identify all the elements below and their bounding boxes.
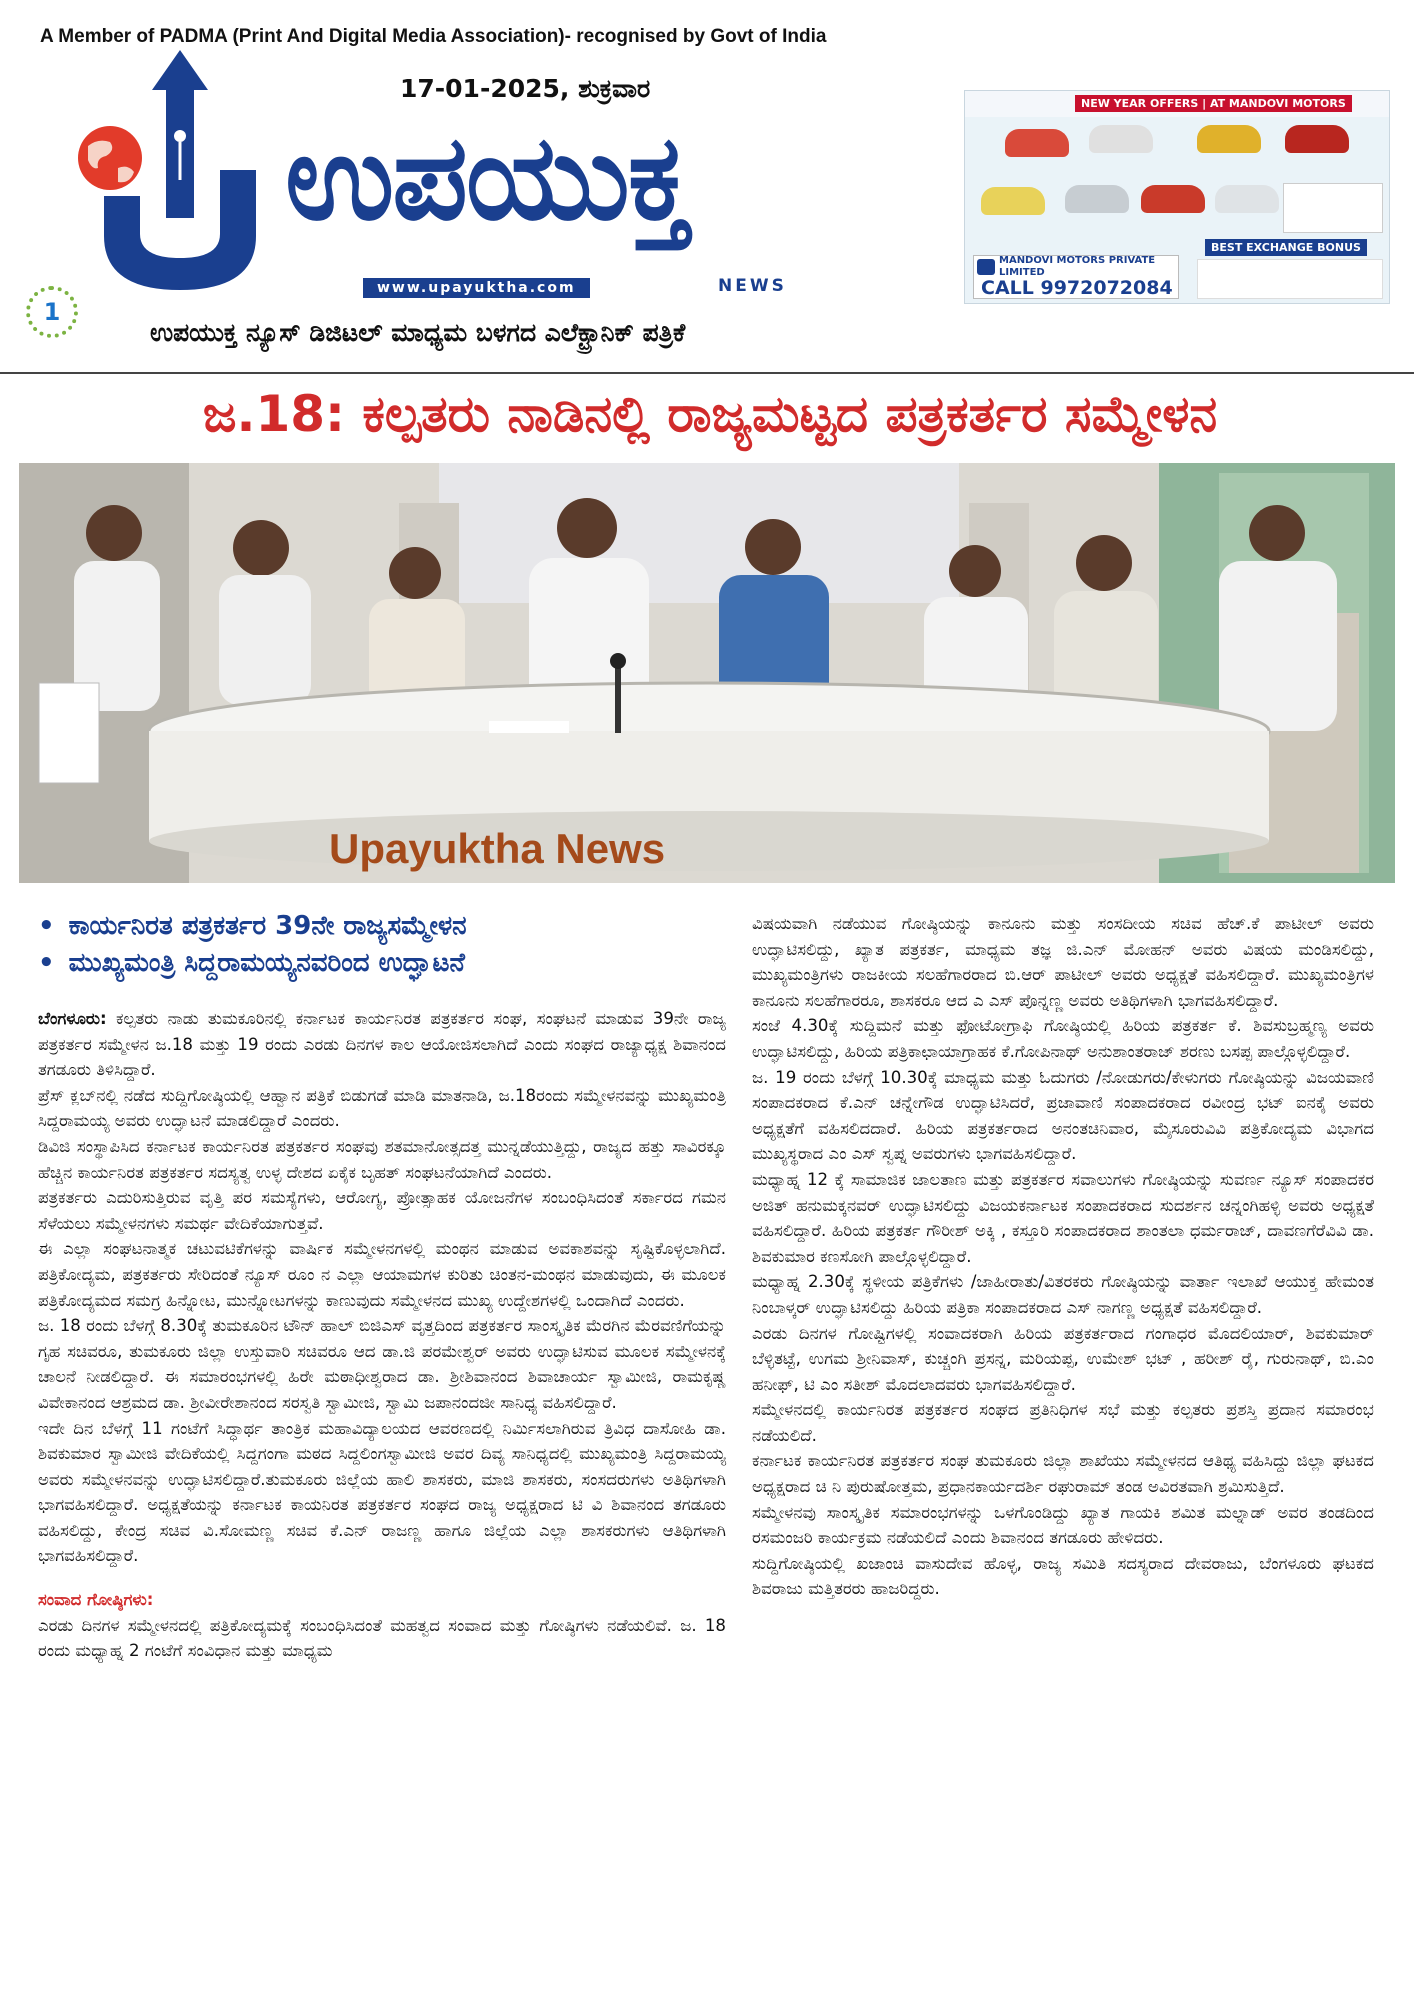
car-dealer-advertisement[interactable] [964,90,1390,304]
car-image-icon [1285,125,1349,153]
article-column-left [38,1006,726,1664]
car-image-icon [1141,185,1205,213]
article-paragraph: ಸಂಜೆ 4.30ಕ್ಕೆ ಸುದ್ದಿಮನೆ ಮತ್ತು ಫೋಟೋಗ್ರಾಫಿ ಗೋಷ್ಠಿಯಲ್ಲಿ ಹಿರಿಯ ಪತ್ರಕರ್ತ ಕೆ. ಶಿವಸುಬ್ರಹ್ಮಣ್ಯ ಅವರು ಉದ್ಘಾಟಿಸಲಿದ್ದು, ಹಿರಿಯ ಪತ್ರಿಕಾಛಾಯಾಗ್ರಾಹಕ ಕೆ.ಗೋಪಿನಾಥ್ ಅನುಶಾಂತರಾಜ್ ಶರಣು ಬಸಪ್ಪ ಪಾಲ್ಗೊಳ್ಳಲಿದ್ದಾರೆ. [752,1016,1374,1061]
article-paragraph: ಮಧ್ಯಾಹ್ನ 12 ಕ್ಕೆ ಸಾಮಾಜಿಕ ಜಾಲತಾಣ ಮತ್ತು ಪತ್ರಕರ್ತರ ಸವಾಲುಗಳು ಗೋಷ್ಠಿಯನ್ನು ಸುವರ್ಣ ನ್ಯೂಸ್ ಸಂಪಾದಕರ ಅಜಿತ್ ಹನುಮಕ್ಕನವರ್ ಉದ್ಘಾಟಿಸಲಿದ್ದು ವಿಜಯಕರ್ನಾಟಕ ಸಂಪಾದಕರಾದ ಸುದರ್ಶನ ಚನ್ನಂಗಿಹಳ್ಳಿ ಅವರು ಅಧ್ಯಕ್ಷತೆ ವಹಿಸಲಿದ್ದಾರೆ. ಹಿರಿಯ ಪತ್ರಕರ್ತ ಗೌರೀಶ್ ಅಕ್ಕಿ , ಕಸ್ತೂರಿ ಸಂಪಾದಕರಾದ ಶಾಂತಲಾ ಧರ್ಮರಾಜ್, ದಾವಣಗೆರೆವಿವಿ ಡಾ. ಶಿವಕುಮಾರ ಕಣಸೋಗಿ ಪಾಲ್ಗೊಳ್ಳಲಿದ್ದಾರೆ. [752,1169,1374,1266]
article-column-right [752,911,1374,1602]
car-image-icon [1065,185,1129,213]
ad-offer-banner: NEW YEAR OFFERS | AT MANDOVI MOTORS [1075,95,1352,112]
article-paragraph: ಜ. 19 ರಂದು ಬೆಳಗ್ಗೆ 10.30ಕ್ಕೆ ಮಾಧ್ಯಮ ಮತ್ತು ಓದುಗರು /ನೋಡುಗರು/ಕೇಳುಗರು ಗೋಷ್ಠಿಯನ್ನು ವಿಜಯವಾಣಿ ಸಂಪಾದಕರಾದ ಕೆ.ಎನ್ ಚನ್ನೇಗೌಡ ಉದ್ಘಾಟಿಸಿದರೆ, ಪ್ರಜಾವಾಣಿ ಸಂಪಾದಕರಾದ ರವೀಂದ್ರ ಭಟ್ ಐನಕೈ ಅವರು ಅಧ್ಯಕ್ಷತೆಗೆ ವಹಿಸಲಿದದಾರೆ. ಹಿರಿಯ ಪತ್ರಕರ್ತರಾದ ಅನಂತಚಿನಿವಾರ, ಮೈಸೂರುವಿವಿ ಪತ್ರಿಕೋದ್ಯಮ ವಿಭಾಗದ ಮುಖ್ಯಸ್ಥರಾದ ಎಂ ಎಸ್ ಸ್ವಪ್ನ ಅವರುಗಳು ಭಾಗವಹಿಸಲಿದ್ದಾರೆ. [752,1067,1374,1164]
article-headline: ಜ.18: ಕಲ್ಪತರು ನಾಡಿನಲ್ಲಿ ರಾಜ್ಯಮಟ್ಟದ ಪತ್ರಕರ್ತರ ಸಮ್ಮೇಳನ [202,385,1218,443]
padma-membership-line: A Member of PADMA (Print And Digital Media Association)- recognised by Govt of India [40,26,827,47]
article-paragraph: ಪತ್ರಕರ್ತರು ಎದುರಿಸುತ್ತಿರುವ ವೃತ್ತಿ ಪರ ಸಮಸ್ಯೆಗಳು, ಆರೋಗ್ಯ, ಪ್ರೋತ್ಸಾಹಕ ಯೋಜನೆಗಳ ಸಂಬಂಧಿಸಿದಂತೆ ಸರ್ಕಾರದ ಗಮನ ಸೆಳೆಯಲು ಸಮ್ಮೇಳನಗಳು ಸಮರ್ಥ ವೇದಿಕೆಯಾಗುತ್ತವೆ. [38,1188,726,1233]
dealer-name: MANDOVI MOTORS PRIVATE LIMITED [999,255,1156,278]
car-image-icon [1197,125,1261,153]
page-number: 1 [43,298,61,326]
ad-offer-note [1283,183,1383,233]
photo-watermark: Upayuktha News [329,825,666,872]
dealer-logo-icon [977,259,995,275]
press-meet-photo [19,463,1395,883]
section-subhead: ಸಂವಾದ ಗೋಷ್ಠಿಗಳು: [38,1590,154,1610]
news-label: NEWS [718,276,787,296]
article-highlights [38,908,738,982]
article-paragraph: ಪ್ರೆಸ್ ಕ್ಲಬ್‌ನಲ್ಲಿ ನಡೆದ ಸುದ್ದಿಗೋಷ್ಠಿಯಲ್ಲಿ ಆಹ್ವಾನ ಪತ್ರಿಕೆ ಬಿಡುಗಡೆ ಮಾಡಿ ಮಾತನಾಡಿ, ಜ.18ರಂದು ಸಮ್ಮೇಳನವನ್ನು ಮುಖ್ಯಮಂತ್ರಿ ಸಿದ್ದರಾಮಯ್ಯ ಅವರು ಉದ್ಘಾಟನೆ ಮಾಡಲಿದ್ದಾರೆ ಎಂದರು. [38,1085,726,1131]
issue-date: 17-01-2025, ಶುಕ್ರವಾರ [400,74,651,103]
ad-terms-box [1197,259,1383,299]
dateline: ಬೆಂಗಳೂರು: [38,1009,107,1028]
article-paragraph: ವಿಷಯವಾಗಿ ನಡೆಯುವ ಗೋಷ್ಠಿಯನ್ನು ಕಾನೂನು ಮತ್ತು ಸಂಸದೀಯ ಸಚಿವ ಹೆಚ್.ಕೆ ಪಾಟೀಲ್ ಅವರು ಉದ್ಘಾಟಿಸಲಿದ್ದು, ಖ್ಯಾತ ಪತ್ರಕರ್ತ, ಮಾಧ್ಯಮ ತಜ್ಞ ಜಿ.ಎನ್ ಮೋಹನ್ ಅವರು ವಿಷಯ ಮಂಡಿಸಲಿದ್ದು, ಮುಖ್ಯಮಂತ್ರಿಗಳು ರಾಜಕೀಯ ಸಲಹೆಗಾರರಾದ ಬಿ.ಆರ್ ಪಾಟೀಲ್ ಅವರು ಅಧ್ಯಕ್ಷತೆ ವಹಿಸಲಿದ್ದಾರೆ. ಮುಖ್ಯಮಂತ್ರಿಗಳ ಕಾನೂನು ಸಲಹೆಗಾರರೂ, ಶಾಸಕರೂ ಆದ ಎ ಎಸ್ ಪೊನ್ನಣ್ಣ ಅವರು ಅತಿಥಿಗಳಾಗಿ ಭಾಗವಹಿಸಲಿದ್ದಾರೆ. [752,914,1374,1010]
exchange-bonus-label: BEST EXCHANGE BONUS [1205,239,1367,256]
highlight-item: • ಕಾರ್ಯನಿರತ ಪತ್ರಕರ್ತರ 39ನೇ ರಾಜ್ಯಸಮ್ಮೇಳನ [38,908,738,945]
press-meet-photo-illustration [19,463,1395,883]
article-paragraph: ಇದೇ ದಿನ ಬೆಳಗ್ಗೆ 11 ಗಂಟೆಗೆ ಸಿದ್ಧಾರ್ಥ ತಾಂತ್ರಿಕ ಮಹಾವಿದ್ಯಾಲಯದ ಆವರಣದಲ್ಲಿ ನಿರ್ಮಿಸಲಾಗಿರುವ ತ್ರಿವಿಧ ದಾಸೋಹಿ ಡಾ. ಶಿವಕುಮಾರ ಸ್ವಾಮೀಜಿ ವೇದಿಕೆಯಲ್ಲಿ ಸಿದ್ದಗಂಗಾ ಮಠದ ಸಿದ್ದಲಿಂಗಸ್ವಾಮೀಜಿ ಅವರ ದಿವ್ಯ ಸಾನಿಧ್ಯದಲ್ಲಿ ಮುಖ್ಯಮಂತ್ರಿ ಸಿದ್ದರಾಮಯ್ಯ ಅವರು ಸಮ್ಮೇಳನವನ್ನು ಉದ್ಘಾಟಿಸಲಿದ್ದಾರೆ.ತುಮಕೂರು ಜಿಲ್ಲೆಯ ಹಾಲಿ ಶಾಸಕರು, ಮಾಜಿ ಶಾಸಕರು, ಸಂಸದರುಗಳು ಅತಿಥಿಗಳಾಗಿ ಭಾಗವಹಿಸಲಿದ್ದಾರೆ. ಅಧ್ಯಕ್ಷತೆಯನ್ನು ಕರ್ನಾಟಕ ಕಾಯನಿರತ ಪತ್ರಕರ್ತರ ಸಂಘದ ರಾಜ್ಯ ಅಧ್ಯಕ್ಷರಾದ ಟಿ ವಿ ಶಿವಾನಂದ ತಗಡೂರು ವಹಿಸಲಿದ್ದು, ಕೇಂದ್ರ ಸಚಿವ ವಿ.ಸೋಮಣ್ಣ ಸಚಿವ ಕೆ.ಎನ್ ರಾಜಣ್ಣ ಹಾಗೂ ಜಿಲ್ಲೆಯ ಎಲ್ಲಾ ಶಾಸಕರುಗಳು ಆತಿಥಿಗಳಾಗಿ ಭಾಗವಹಿಸಲಿದ್ದಾರೆ. [38,1418,726,1566]
car-image-icon [1005,129,1069,157]
masthead-tagline: ಉಪಯುಕ್ತ ನ್ಯೂಸ್ ಡಿಜಿಟಲ್ ಮಾಧ್ಯಮ ಬಳಗದ ಎಲೆಕ್ಟ್ರಾನಿಕ್ ಪತ್ರಿಕೆ [150,318,686,347]
car-image-icon [1089,125,1153,153]
article-paragraph: ಸಮ್ಮೇಳನವು ಸಾಂಸ್ಕೃತಿಕ ಸಮಾರಂಭಗಳನ್ನು ಒಳಗೊಂಡಿದ್ದು ಖ್ಯಾತ ಗಾಯಕಿ ಶಮಿತ ಮಲ್ನಾಡ್ ಅವರ ತಂಡದಿಂದ ರಸಮಂಜರಿ ಕಾರ್ಯಕ್ರಮ ನಡೆಯಲಿದೆ ಎಂದು ಶಿವಾನಂದ ತಗಡೂರು ಹೇಳಿದರು. [752,1502,1374,1548]
article-paragraph: ಸಮ್ಮೇಳನದಲ್ಲಿ ಕಾರ್ಯನಿರತ ಪತ್ರಕರ್ತರ ಸಂಘದ ಪ್ರತಿನಿಧಿಗಳ ಸಭೆ ಮತ್ತು ಕಲ್ಪತರು ಪ್ರಶಸ್ತಿ ಪ್ರದಾನ ಸಮಾರಂಭ ನಡೆಯಲಿದೆ. [752,1400,1374,1445]
article-paragraph [38,1006,726,1083]
masthead-title: ಉಪಯುಕ್ತ [285,108,689,246]
masthead-divider [0,372,1414,374]
article-paragraph: ಈ ಎಲ್ಲಾ ಸಂಘಟನಾತ್ಮಕ ಚಟುವಟಿಕೆಗಳನ್ನು ವಾರ್ಷಿಕ ಸಮ್ಮೇಳನಗಳಲ್ಲಿ ಮಂಥನ ಮಾಡುವ ಅವಕಾಶವನ್ನು ಸೃಷ್ಟಿಕೊಳ್ಳಲಾಗಿದೆ. ಪತ್ರಿಕೋದ್ಯಮ, ಪತ್ರಕರ್ತರು ಸೇರಿದಂತೆ ನ್ಯೂಸ್ ರೂಂ ನ ಎಲ್ಲಾ ಆಯಾಮಗಳ ಕುರಿತು ಚಿಂತನ-ಮಂಥನ ಮಾಡುವುದು, ಈ ಮೂಲಕ ಪತ್ರಿಕೋದ್ಯಮದ ಸಮಗ್ರ ಹಿನ್ನೋಟ, ಮುನ್ನೋಟಗಳನ್ನು ಕಾಣುವುದು ಸಮ್ಮೇಳನದ ಮುಖ್ಯ ಉದ್ದೇಶಗಳಲ್ಲಿ ಒಂದಾಗಿದೆ ಎಂದರು. [38,1239,726,1310]
masthead [0,0,1414,372]
article-paragraph: ಸುದ್ದಿಗೋಷ್ಠಿಯಲ್ಲಿ ಖಜಾಂಚಿ ವಾಸುದೇವ ಹೊಳ್ಳ, ರಾಜ್ಯ ಸಮಿತಿ ಸದಸ್ಯರಾದ ದೇವರಾಜು, ಬೆಂಗಳೂರು ಘಟಕದ ಶಿವರಾಜು ಮತ್ತಿತರರು ಹಾಜರಿದ್ದರು. [752,1553,1374,1599]
highlight-item: • ಮುಖ್ಯಮಂತ್ರಿ ಸಿದ್ದರಾಮಯ್ಯನವರಿಂದ ಉದ್ಘಾಟನೆ [38,945,738,982]
paragraph-text: ಕಲ್ಪತರು ನಾಡು ತುಮಕೂರಿನಲ್ಲಿ ಕರ್ನಾಟಕ ಕಾರ್ಯನಿರತ ಪತ್ರಕರ್ತರ ಸಂಘ, ಸಂಘಟನೆ ಮಾಡುವ 39ನೇ ರಾಜ್ಯ ಪತ್ರಕರ್ತರ ಸಮ್ಮೇಳನ ಜ.18 ಮತ್ತು 19 ರಂದು ಎರಡು ದಿನಗಳ ಕಾಲ ಆಯೋಜಿಸಲಾಗಿದೆ ಎಂದು ಸಂಘದ ರಾಜ್ಯಾಧ್ಯಕ್ಷ ಶಿವಾನಂದ ತಗಡೂರು ತಿಳಿಸಿದ್ದಾರೆ. [38,1009,726,1080]
car-image-icon [1215,185,1279,213]
article-paragraph: ಜ. 18 ರಂದು ಬೆಳಗ್ಗೆ 8.30ಕ್ಕೆ ತುಮಕೂರಿನ ಟೌನ್ ಹಾಲ್ ಬಿಜಿಎಸ್ ವೃತ್ತದಿಂದ ಪತ್ರಕರ್ತರ ಸಾಂಸ್ಕೃತಿಕ ಮೆರಗಿನ ಮೆರವಣಿಗೆಯನ್ನು ಗೃಹ ಸಚಿವರೂ, ತುಮಕೂರು ಜಿಲ್ಲಾ ಉಸ್ತುವಾರಿ ಸಚಿವರೂ ಆದ ಡಾ.ಜಿ ಪರಮೇಶ್ವರ್ ಅವರು ಉದ್ಘಾಟಿಸುವ ಮೂಲಕ ಸಮ್ಮೇಳನಕ್ಕೆ ಚಾಲನೆ ನೀಡಲಿದ್ದಾರೆ. ಈ ಸಮಾರಂಭಗಳಲ್ಲಿ ಹಿರೇ ಮಠಾಧೀಶ್ವರಾದ ಡಾ. ಶ್ರೀಶಿವಾನಂದ ಶಿವಾಚಾರ್ಯ ಸ್ವಾಮೀಜಿ, ರಾಮಕೃಷ್ಣ ವಿವೇಕಾನಂದ ಆಶ್ರಮದ ಡಾ. ಶ್ರೀವೀರೇಶಾನಂದ ಸರಸ್ವತಿ ಸ್ವಾಮೀಜಿ, ಸ್ವಾಮಿ ಜಪಾನಂದಜೀ ಸಾನಿಧ್ಯ ವಹಿಸಲಿದ್ದಾರೆ. [38,1316,726,1412]
page-number-badge [26,286,78,338]
upayuktha-logo-icon [60,50,320,300]
dealer-phone[interactable]: CALL 9972072084 [981,277,1173,299]
article-paragraph: ಕರ್ನಾಟಕ ಕಾರ್ಯನಿರತ ಪತ್ರಕರ್ತರ ಸಂಘ ತುಮಕೂರು ಜಿಲ್ಲಾ ಶಾಖೆಯು ಸಮ್ಮೇಳನದ ಆತಿಥ್ಯ ವಹಿಸಿದ್ದು ಜಿಲ್ಲಾ ಘಟಕದ ಅಧ್ಯಕ್ಷರಾದ ಚಿ ನಿ ಪುರುಷೋತ್ತಮ, ಪ್ರಧಾನಕಾರ್ಯದರ್ಶಿ ರಘುರಾಮ್ ತಂಡ ಅವಿರತವಾಗಿ ಶ್ರಮಿಸುತ್ತಿದೆ. [752,1451,1374,1497]
article-paragraph: ಡಿವಿಜಿ ಸಂಸ್ಥಾಪಿಸಿದ ಕರ್ನಾಟಕ ಕಾರ್ಯನಿರತ ಪತ್ರಕರ್ತರ ಸಂಘವು ಶತಮಾನೋತ್ಸದತ್ತ ಮುನ್ನಡೆಯುತ್ತಿದ್ದು, ರಾಜ್ಯದ ಹತ್ತು ಸಾವಿರಕ್ಕೂ ಹೆಚ್ಚಿನ ಕಾರ್ಯನಿರತ ಪತ್ರಕರ್ತರ ಸದಸ್ಯತ್ವ ಉಳ್ಳ ದೇಶದ ಏಕೈಕ ಬೃಹತ್ ಸಂಘಟನೆಯಾಗಿದೆ ಎಂದರು. [38,1136,726,1182]
article-paragraph: ಎರಡು ದಿನಗಳ ಸಮ್ಮೇಳನದಲ್ಲಿ ಪತ್ರಿಕೋದ್ಯಮಕ್ಕೆ ಸಂಬಂಧಿಸಿದಂತೆ ಮಹತ್ವದ ಸಂವಾದ ಮತ್ತು ಗೋಷ್ಠಿಗಳು ನಡೆಯಲಿವೆ. ಜ. 18 ರಂದು ಮಧ್ಯಾಹ್ನ 2 ಗಂಟೆಗೆ ಸಂವಿಧಾನ ಮತ್ತು ಮಾಧ್ಯಮ [38,1615,726,1661]
car-image-icon [981,187,1045,215]
paragraph-spacer [38,1569,726,1587]
website-link[interactable]: www.upayuktha.com [363,278,590,298]
article-paragraph: ಎರಡು ದಿನಗಳ ಗೋಷ್ಟಿಗಳಲ್ಲಿ ಸಂವಾದಕರಾಗಿ ಹಿರಿಯ ಪತ್ರಕರ್ತರಾದ ಗಂಗಾಧರ ಮೊದಲಿಯಾರ್, ಶಿವಕುಮಾರ್ ಬೆಳ್ಳಿತಟ್ಟೆ, ಉಗಮ ಶ್ರೀನಿವಾಸ್, ಕುಚ್ಚಂಗಿ ಪ್ರಸನ್ನ, ಮರಿಯಪ್ಪ, ಉಮೇಶ್ ಭಟ್ , ಹರೀಶ್ ರೈ, ಗುರುನಾಥ್, ಬಿ.ಎಂ ಹನೀಫ್, ಟಿ ಎಂ ಸತೀಶ್ ಮೊದಲಾದವರು ಭಾಗವಹಿಸಲಿದ್ದಾರೆ. [752,1323,1374,1394]
article-paragraph: ಮಧ್ಯಾಹ್ನ 2.30ಕ್ಕೆ ಸ್ಥಳೀಯ ಪತ್ರಿಕೆಗಳು /ಜಾಹೀರಾತು/ವಿತರಕರು ಗೋಷ್ಠಿಯನ್ನು ವಾರ್ತಾ ಇಲಾಖೆ ಆಯುಕ್ತ ಹೇಮಂತ ನಿಂಬಾಳ್ಕರ್ ಉದ್ಘಾಟಿಸಲಿದ್ದು ಹಿರಿಯ ಪತ್ರಿಕಾ ಸಂಪಾದಕರಾದ ಎಸ್ ನಾಗಣ್ಣ ಅಧ್ಯಕ್ಷತೆ ವಹಿಸಲಿದ್ದಾರೆ. [752,1272,1374,1317]
